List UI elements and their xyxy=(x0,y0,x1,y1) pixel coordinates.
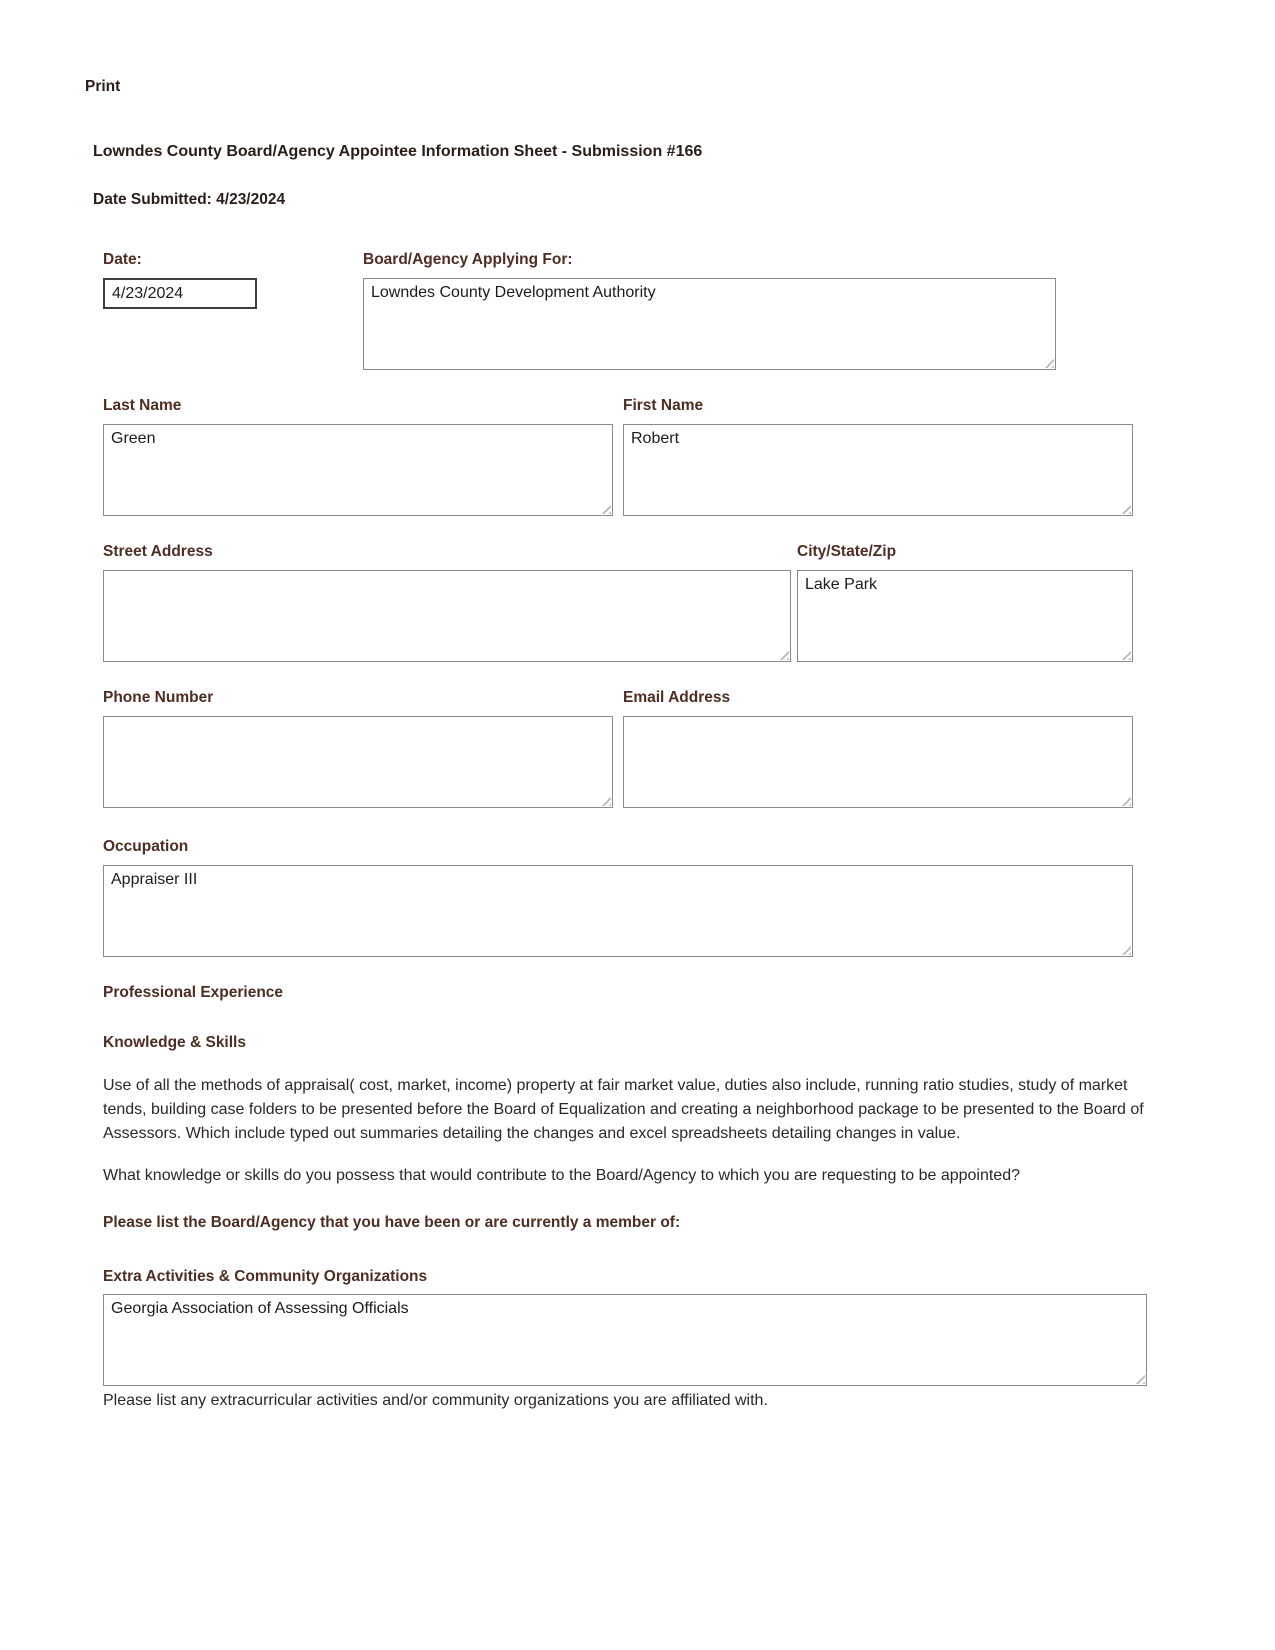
knowledge-skills-text: Use of all the methods of appraisal( cost, market, income) property at fair market value, duties also include, running ratio studies, study of market tends, building case folders to be presented before the Board of Equalization and creating a neighborhood package to be presented to the Board of Assessors. Which include typed out summaries detailing the changes and excel spreadsheets detailing changes in value. xyxy=(103,1077,1144,1142)
last-name-textarea[interactable] xyxy=(103,424,613,516)
street-address-field-wrap xyxy=(103,570,791,662)
email-address-textarea[interactable] xyxy=(623,716,1133,808)
knowledge-skills-question: What knowledge or skills do you possess that would contribute to the Board/Agency to which you are requesting to be appointed? xyxy=(103,1167,1020,1184)
email-address-field-wrap xyxy=(623,716,1133,808)
occupation-textarea[interactable] xyxy=(103,865,1133,957)
print-button[interactable]: Print xyxy=(85,78,121,95)
board-agency-field-wrap xyxy=(363,278,1056,370)
date-submitted-text: Date Submitted: 4/23/2024 xyxy=(93,191,286,208)
city-state-zip-label: City/State/Zip xyxy=(797,543,897,560)
extra-activities-row xyxy=(103,1294,1275,1386)
first-name-label: First Name xyxy=(623,397,704,414)
extra-activities-heading: Extra Activities & Community Organizations xyxy=(103,1268,428,1285)
extra-activities-textarea[interactable] xyxy=(103,1294,1147,1386)
email-address-label: Email Address xyxy=(623,689,731,706)
first-name-textarea[interactable] xyxy=(623,424,1133,516)
street-address-textarea[interactable] xyxy=(103,570,791,662)
board-agency-label: Board/Agency Applying For: xyxy=(363,251,573,268)
date-input[interactable] xyxy=(103,278,257,309)
address-row xyxy=(103,543,1275,662)
last-name-field-wrap xyxy=(103,424,613,516)
occupation-field-wrap xyxy=(103,865,1133,957)
board-member-heading: Please list the Board/Agency that you have been or are currently a member of: xyxy=(103,1214,681,1231)
phone-number-field-wrap xyxy=(103,716,613,808)
date-label: Date: xyxy=(103,251,142,268)
name-row xyxy=(103,397,1275,516)
extra-activities-note: Please list any extracurricular activities and/or community organizations you are affiliated with. xyxy=(103,1392,768,1409)
page-title: Lowndes County Board/Agency Appointee Information Sheet - Submission #166 xyxy=(93,143,703,160)
professional-experience-heading: Professional Experience xyxy=(103,984,284,1001)
occupation-row xyxy=(103,838,1275,957)
city-state-zip-textarea[interactable] xyxy=(797,570,1133,662)
street-address-label: Street Address xyxy=(103,543,213,560)
phone-number-textarea[interactable] xyxy=(103,716,613,808)
knowledge-skills-heading: Knowledge & Skills xyxy=(103,1034,246,1051)
phone-number-label: Phone Number xyxy=(103,689,214,706)
city-state-zip-field-wrap xyxy=(797,570,1133,662)
first-name-field-wrap xyxy=(623,424,1133,516)
occupation-label: Occupation xyxy=(103,838,189,855)
date-board-row xyxy=(103,251,1275,370)
last-name-label: Last Name xyxy=(103,397,182,414)
board-agency-textarea[interactable] xyxy=(363,278,1056,370)
contact-row xyxy=(103,689,1275,808)
extra-activities-field-wrap xyxy=(103,1294,1147,1386)
